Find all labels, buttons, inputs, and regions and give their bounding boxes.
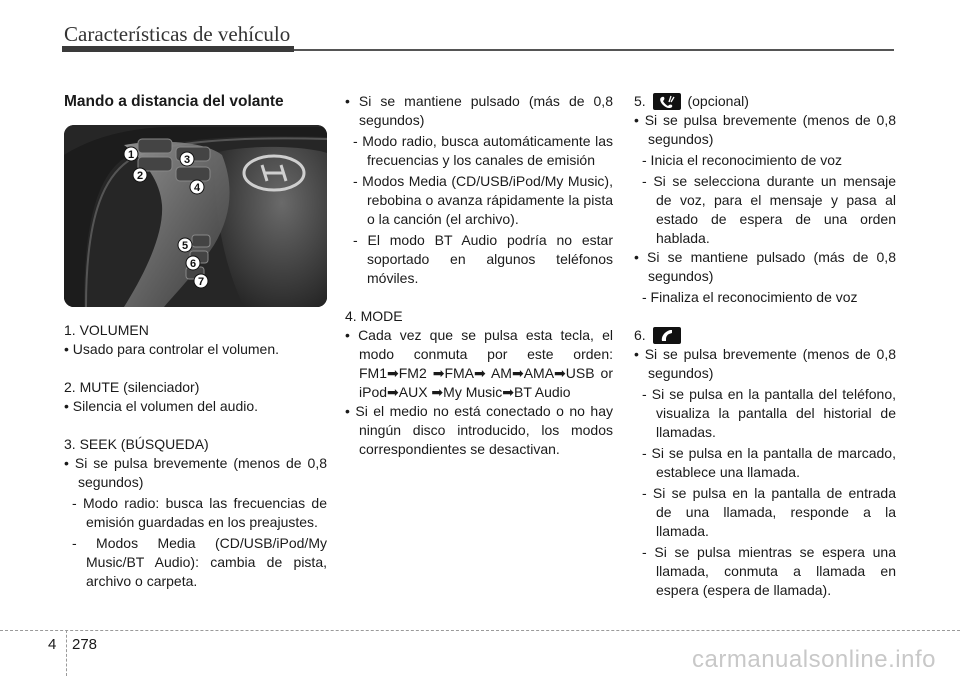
section-title: Mando a distancia del volante (64, 93, 284, 110)
item-heading-volume: 1. VOLUMEN (64, 322, 149, 338)
bullet: • Si se mantiene pulsado (más de 0,8 segundos) (634, 249, 896, 284)
item-heading-voice (634, 92, 896, 111)
bullet: • Si el medio no está conectado o no hay ningún disco introducido, los modos correspondientes se desactivan. (345, 403, 613, 457)
footer-divider (66, 630, 67, 676)
column-2 (345, 92, 613, 459)
voice-recognition-icon (653, 93, 681, 110)
steering-wheel-illustration (64, 125, 327, 307)
callout-5: 5 (181, 240, 189, 252)
bullet: • Si se pulsa brevemente (menos de 0,8 segundos) (64, 455, 327, 490)
sub-item: - Si se selecciona durante un mensaje de voz, para el mensaje y pasa al estado de espera de una orden hablada. (642, 173, 896, 246)
chapter-header-title: Características de vehículo (64, 22, 291, 46)
chapter-number: 4 (48, 636, 57, 653)
sub-item: - Modo radio, busca automáticamente las frecuencias y los canales de emisión (353, 133, 613, 168)
item-number: 5. (634, 93, 646, 109)
callout-6: 6 (189, 258, 197, 270)
sub-item: - Modos Media (CD/USB/iPod/My Music/BT Audio): cambia de pista, archivo o carpeta. (72, 535, 327, 589)
bullet: • Silencia el volumen del audio. (64, 398, 259, 414)
page-number: 278 (72, 636, 98, 653)
item-heading-mode: 4. MODE (345, 308, 403, 324)
callout-4: 4 (193, 182, 201, 194)
column-3 (634, 92, 896, 600)
sub-item: - Si se pulsa en la pantalla de entrada de una llamada, responde a la llamada. (642, 485, 896, 539)
item-heading-mute: 2. MUTE (silenciador) (64, 379, 200, 395)
bullet: • Si se pulsa brevemente (menos de 0,8 segundos) (634, 346, 896, 381)
header-bar (62, 46, 294, 52)
phone-call-icon (653, 327, 681, 344)
callout-7: 7 (197, 276, 205, 288)
sub-item: - Si se pulsa en la pantalla de marcado, establece una llamada. (642, 445, 896, 480)
footer-rule (0, 630, 960, 631)
watermark: carmanualsonline.info (692, 646, 936, 673)
header-rule (294, 49, 894, 51)
item-heading-phone (634, 326, 896, 345)
bullet: • Si se pulsa brevemente (menos de 0,8 segundos) (634, 112, 896, 147)
sub-item: - Si se pulsa en la pantalla del teléfono, visualiza la pantalla del historial de llamadas. (642, 386, 896, 440)
column-1 (64, 92, 327, 591)
item-number: 6. (634, 327, 646, 343)
sub-item: - Modo radio: busca las frecuencias de emisión guardadas en los preajustes. (72, 495, 327, 530)
sub-item: - Inicia el reconocimiento de voz (642, 152, 842, 168)
optional-label: (opcional) (687, 93, 749, 109)
sub-item: - Finaliza el reconocimiento de voz (642, 289, 858, 305)
bullet: • Usado para controlar el volumen. (64, 341, 280, 357)
sub-item: - Modos Media (CD/USB/iPod/My Music), rebobina o avanza rápidamente la pista o la canción (el archivo). (353, 173, 613, 227)
callout-2: 2 (136, 170, 144, 182)
item-heading-seek: 3. SEEK (BÚSQUEDA) (64, 436, 209, 452)
sub-item: - Si se pulsa mientras se espera una llamada, conmuta a llamada en espera (espera de llamada). (642, 544, 896, 598)
callout-1: 1 (127, 149, 135, 161)
callout-3: 3 (183, 154, 191, 166)
sub-item: - El modo BT Audio podría no estar soportado en algunos teléfonos móviles. (353, 232, 613, 286)
bullet: • Si se mantiene pulsado (más de 0,8 segundos) (345, 93, 613, 128)
bullet: • Cada vez que se pulsa esta tecla, el modo conmuta por este orden: FM1➡FM2 ➡FMA➡ AM➡AMA➡USB or iPod➡AUX ➡My Music➡BT Audio (345, 327, 613, 400)
